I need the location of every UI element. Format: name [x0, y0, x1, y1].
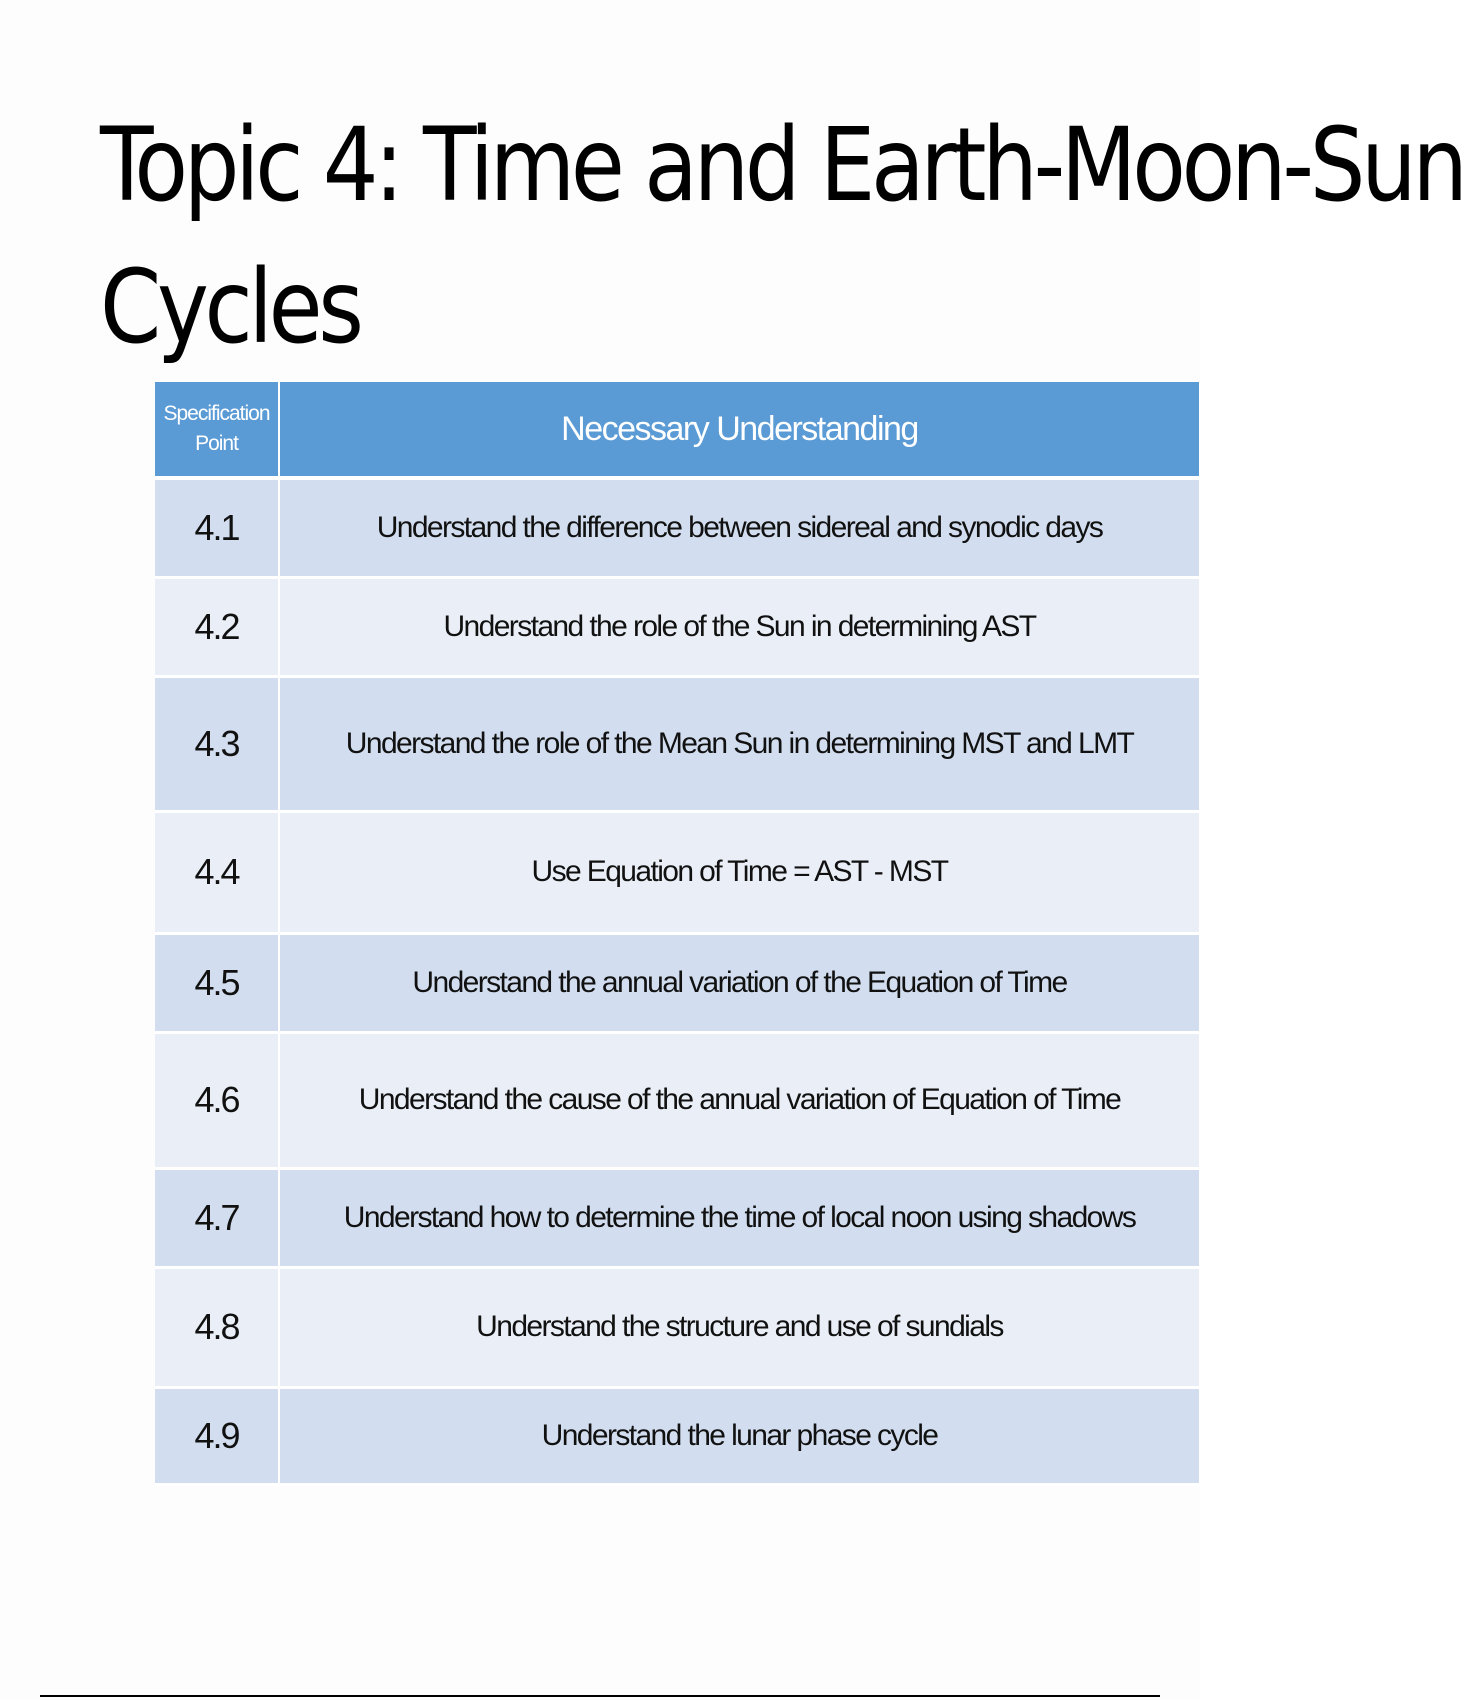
table-row	[155, 676, 1200, 811]
header-necessary-understanding: Necessary Understanding	[279, 382, 1200, 478]
table-row	[155, 1168, 1200, 1267]
specification-table	[155, 382, 1201, 1486]
slide-title-line-2: Cycles	[100, 248, 360, 367]
slide-title	[100, 95, 1464, 379]
table-row	[155, 811, 1200, 933]
understanding-cell: Understand the difference between sidereal and synodic days	[279, 478, 1200, 577]
spec-point-cell: 4.1	[155, 478, 279, 577]
spec-point-cell: 4.5	[155, 933, 279, 1032]
understanding-cell: Understand the role of the Sun in determining AST	[279, 577, 1200, 676]
spec-point-cell: 4.7	[155, 1168, 279, 1267]
table-row	[155, 577, 1200, 676]
table-row	[155, 1032, 1200, 1168]
header-spec-line-2: Point	[195, 432, 238, 455]
spec-point-cell: 4.6	[155, 1032, 279, 1168]
table-row	[155, 1267, 1200, 1387]
spec-point-cell: 4.9	[155, 1387, 279, 1484]
header-specification-point	[155, 382, 279, 478]
slide-title-line-1: Topic 4: Time and Earth-Moon-Sun	[100, 106, 1464, 225]
spec-point-cell: 4.8	[155, 1267, 279, 1387]
spec-point-cell: 4.2	[155, 577, 279, 676]
understanding-cell: Understand the annual variation of the Equation of Time	[279, 933, 1200, 1032]
table-row	[155, 478, 1200, 577]
table-row	[155, 1387, 1200, 1484]
table-row	[155, 933, 1200, 1032]
bottom-divider	[40, 1695, 1160, 1697]
header-spec-line-1: Specification	[163, 402, 270, 425]
understanding-cell: Understand the cause of the annual variation of Equation of Time	[279, 1032, 1200, 1168]
understanding-cell: Understand the structure and use of sundials	[279, 1267, 1200, 1387]
spec-point-cell: 4.3	[155, 676, 279, 811]
understanding-cell: Understand how to determine the time of local noon using shadows	[279, 1168, 1200, 1267]
understanding-cell: Use Equation of Time = AST - MST	[279, 811, 1200, 933]
understanding-cell: Understand the role of the Mean Sun in determining MST and LMT	[279, 676, 1200, 811]
table-header-row	[155, 382, 1200, 478]
understanding-cell: Understand the lunar phase cycle	[279, 1387, 1200, 1484]
spec-point-cell: 4.4	[155, 811, 279, 933]
